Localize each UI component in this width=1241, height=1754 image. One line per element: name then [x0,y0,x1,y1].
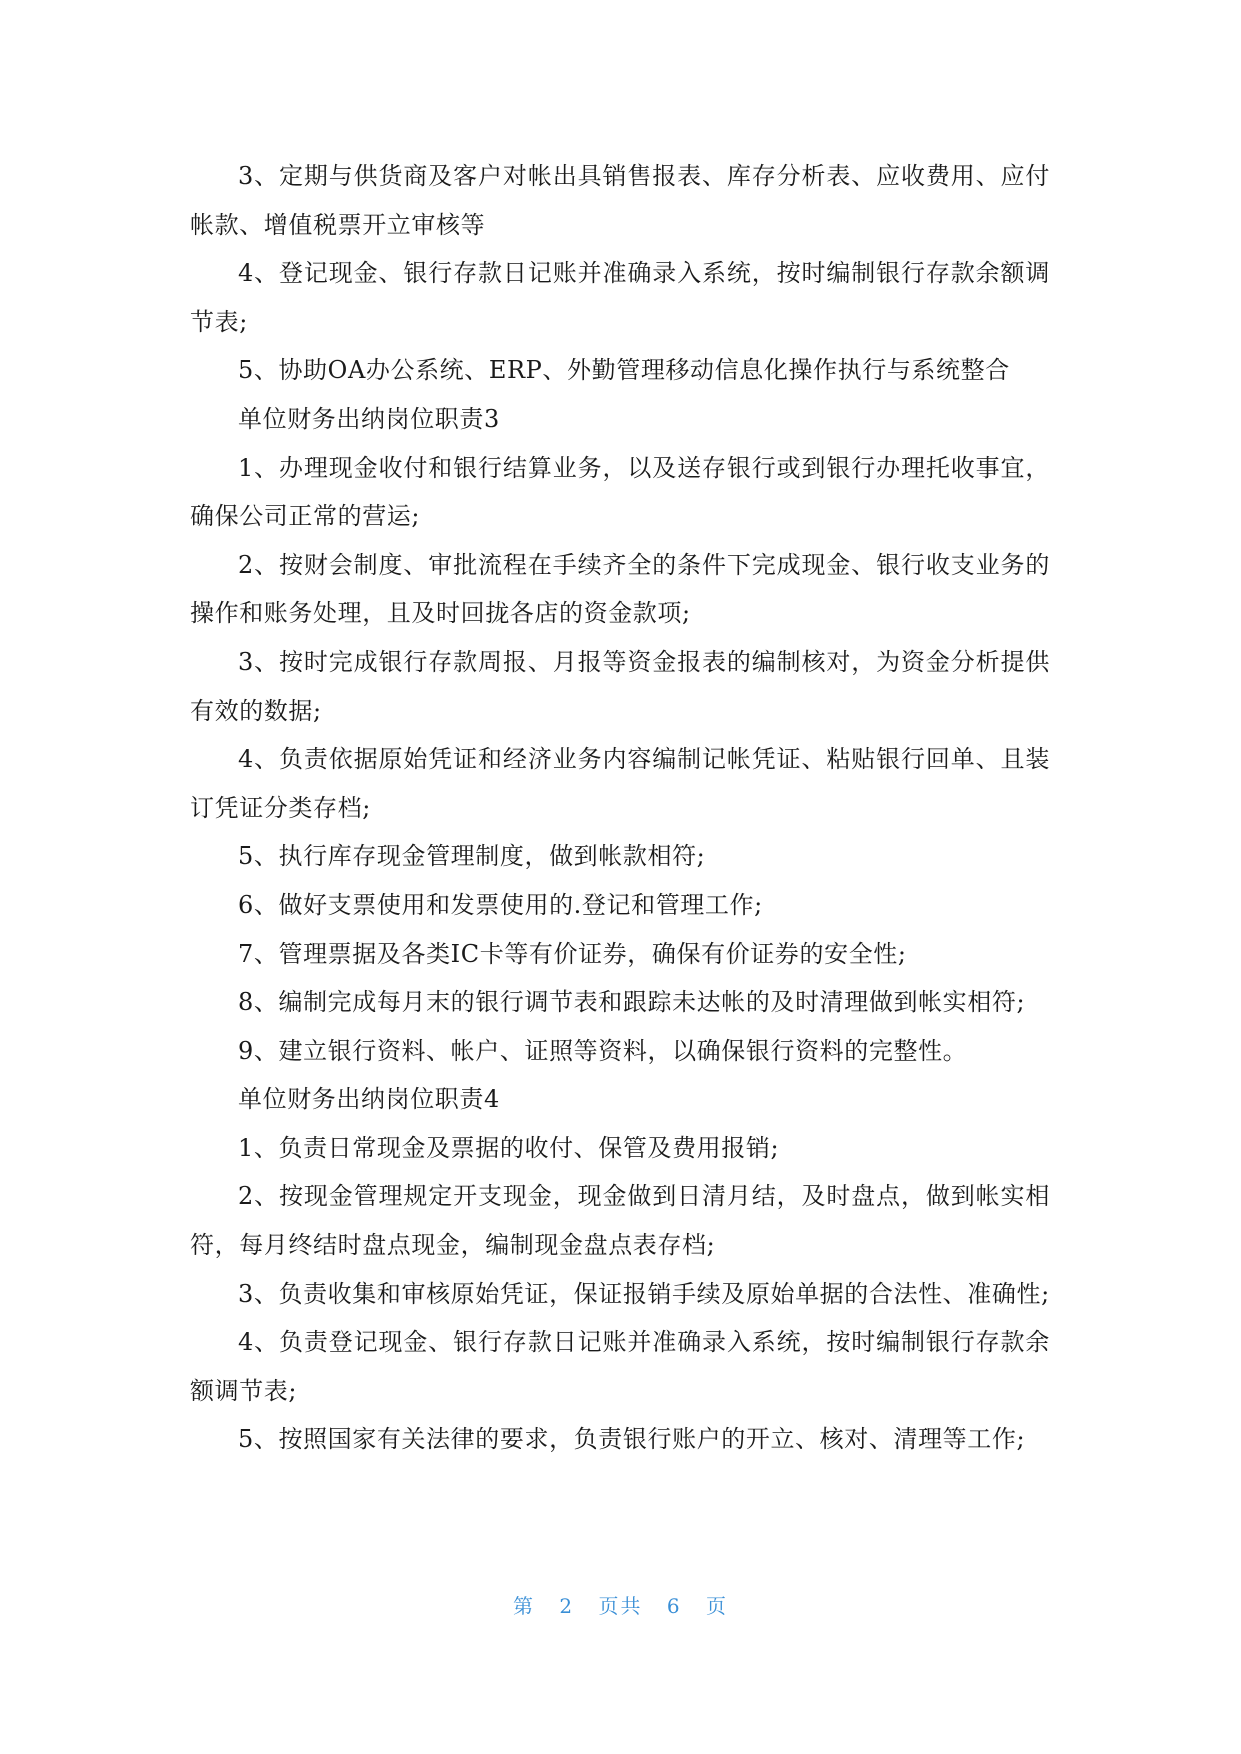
footer-current-page: 2 [559,1594,575,1618]
page-footer [0,1590,1241,1619]
section-heading: 单位财务出纳岗位职责4 [238,1085,500,1114]
footer-suffix: 页 [705,1594,728,1618]
paragraph: 8、编制完成每月末的银行调节表和跟踪未达帐的及时清理做到帐实相符; [238,988,1026,1017]
paragraph: 3、负责收集和审核原始凭证，保证报销手续及原始单据的合法性、准确性; [238,1279,1050,1308]
footer-prefix: 第 [513,1594,536,1618]
paragraph: 1、办理现金收付和银行结算业务，以及送存银行或到银行办理托收事宜，确保公司正常的营运; [190,453,1050,531]
paragraph: 6、做好支票使用和发票使用的.登记和管理工作; [238,890,763,919]
paragraph: 1、负责日常现金及票据的收付、保管及费用报销; [238,1133,780,1162]
paragraph: 3、按时完成银行存款周报、月报等资金报表的编制核对，为资金分析提供有效的数据; [190,647,1050,725]
paragraph: 9、建立银行资料、帐户、证照等资料，以确保银行资料的完整性。 [238,1036,968,1065]
paragraph: 5、协助OA办公系统、ERP、外勤管理移动信息化操作执行与系统整合 [238,356,1010,385]
paragraph: 2、按财会制度、审批流程在手续齐全的条件下完成现金、银行收支业务的操作和账务处理，且及时回拢各店的资金款项; [190,550,1050,628]
paragraph: 4、负责登记现金、银行存款日记账并准确录入系统，按时编制银行存款余额调节表; [190,1328,1050,1405]
paragraph: 4、登记现金、银行存款日记账并准确录入系统，按时编制银行存款余额调节表; [190,259,1050,336]
document-body [190,152,1050,1464]
footer-total-pages: 6 [666,1594,682,1618]
section-heading: 单位财务出纳岗位职责3 [238,404,500,433]
paragraph: 5、按照国家有关法律的要求，负责银行账户的开立、核对、清理等工作; [238,1425,1026,1454]
paragraph: 4、负责依据原始凭证和经济业务内容编制记帐凭证、粘贴银行回单、且装订凭证分类存档; [190,745,1050,822]
paragraph: 3、定期与供货商及客户对帐出具销售报表、库存分析表、应收费用、应付帐款、增值税票开立审核等 [190,162,1050,239]
paragraph: 5、执行库存现金管理制度，做到帐款相符; [238,842,706,871]
paragraph: 7、管理票据及各类IC卡等有价证券，确保有价证券的安全性; [238,939,907,968]
paragraph: 2、按现金管理规定开支现金，现金做到日清月结，及时盘点，做到帐实相符，每月终结时盘点现金，编制现金盘点表存档; [190,1182,1050,1260]
footer-middle: 页共 [598,1594,643,1618]
